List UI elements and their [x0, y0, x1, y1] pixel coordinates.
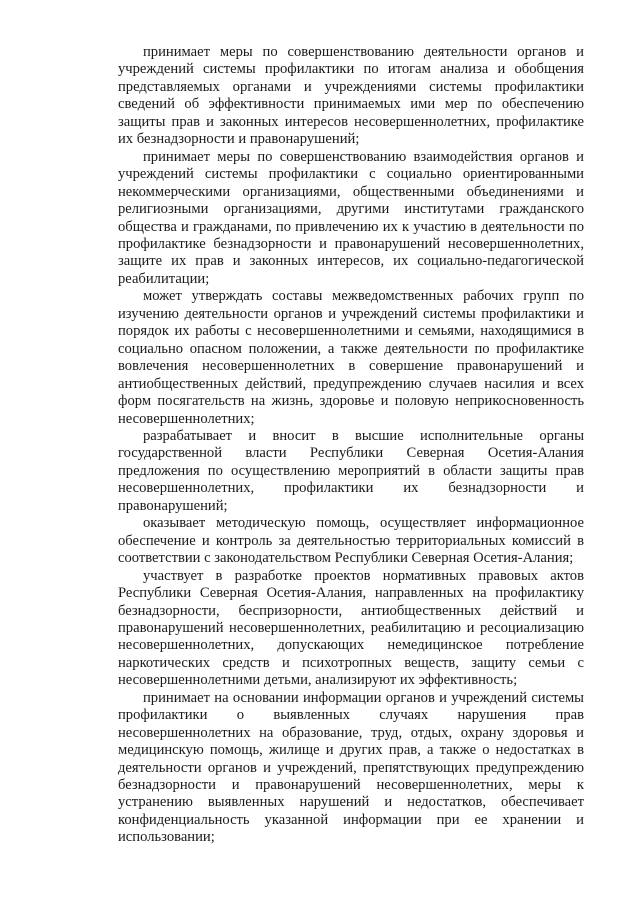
paragraph-measures-improvement: принимает меры по совершенствованию деятельности органов и учреждений системы профилактики по итогам анализа и обобщения представляемых органами и учреждениями системы профилактики сведений об эффективности принимаемых ими мер по обеспечению защиты прав и законных интересов несовершеннолетних, профилактике их безнадзорности и правонарушений;: [118, 44, 584, 148]
paragraph-measures-interaction: принимает меры по совершенствованию взаимодействия органов и учреждений системы профилактики с социально ориентированными некоммерческими организациями, общественными объединениями и религиозными организациями, другими институтами гражданского общества и гражданами, по привлечению их к участию в деятельности по профилактике безнадзорности и правонарушений несовершеннолетних, защите их прав и законных интересов, их социально-педагогической реабилитации;: [118, 148, 584, 287]
paragraph-proposals: разрабатывает и вносит в высшие исполнительные органы государственной власти Республики Северная Осетия-Алания предложения по осуществлению мероприятий в области защиты прав несовершеннолетних, профилактики их безнадзорности и правонарушений;: [118, 427, 584, 514]
paragraph-working-groups: может утверждать составы межведомственных рабочих групп по изучению деятельности органов и учреждений системы профилактики и порядок их работы с несовершеннолетними и семьями, находящимися в социально опасном положении, а также деятельности по профилактике вовлечения несовершеннолетних в совершение правонарушений и антиобщественных действий, предупреждению случаев насилия и всех форм посягательств на жизнь, здоровье и половую неприкосновенность несовершеннолетних;: [118, 288, 584, 427]
paragraph-legal-acts: участвует в разработке проектов нормативных правовых актов Республики Северная Осетия-Алания, направленных на профилактику безнадзорности, беспризорности, антиобщественных действий и правонарушений несовершеннолетних, реабилитацию и ресоциализацию несовершеннолетних, допускающих немедицинское потребление наркотических средств и психотропных веществ, защиту семьи с несовершеннолетними детьми, анализируют их эффективность;: [118, 567, 584, 689]
paragraph-methodical-help: оказывает методическую помощь, осуществляет информационное обеспечение и контроль за деятельностью территориальных комиссий в соответствии с законодательством Республики Северная Осетия-Алания;: [118, 515, 584, 567]
paragraph-violations-measures: принимает на основании информации органов и учреждений системы профилактики о выявленных случаях нарушения прав несовершеннолетних на образование, труд, отдых, охрану здоровья и медицинскую помощь, жилище и других прав, а также о недостатках в деятельности органов и учреждений, препятствующих предупреждению безнадзорности и правонарушений несовершеннолетних, меры к устранению выявленных нарушений и недостатков, обеспечивает конфиденциальность указанной информации при ее хранении и использовании;: [118, 689, 584, 846]
